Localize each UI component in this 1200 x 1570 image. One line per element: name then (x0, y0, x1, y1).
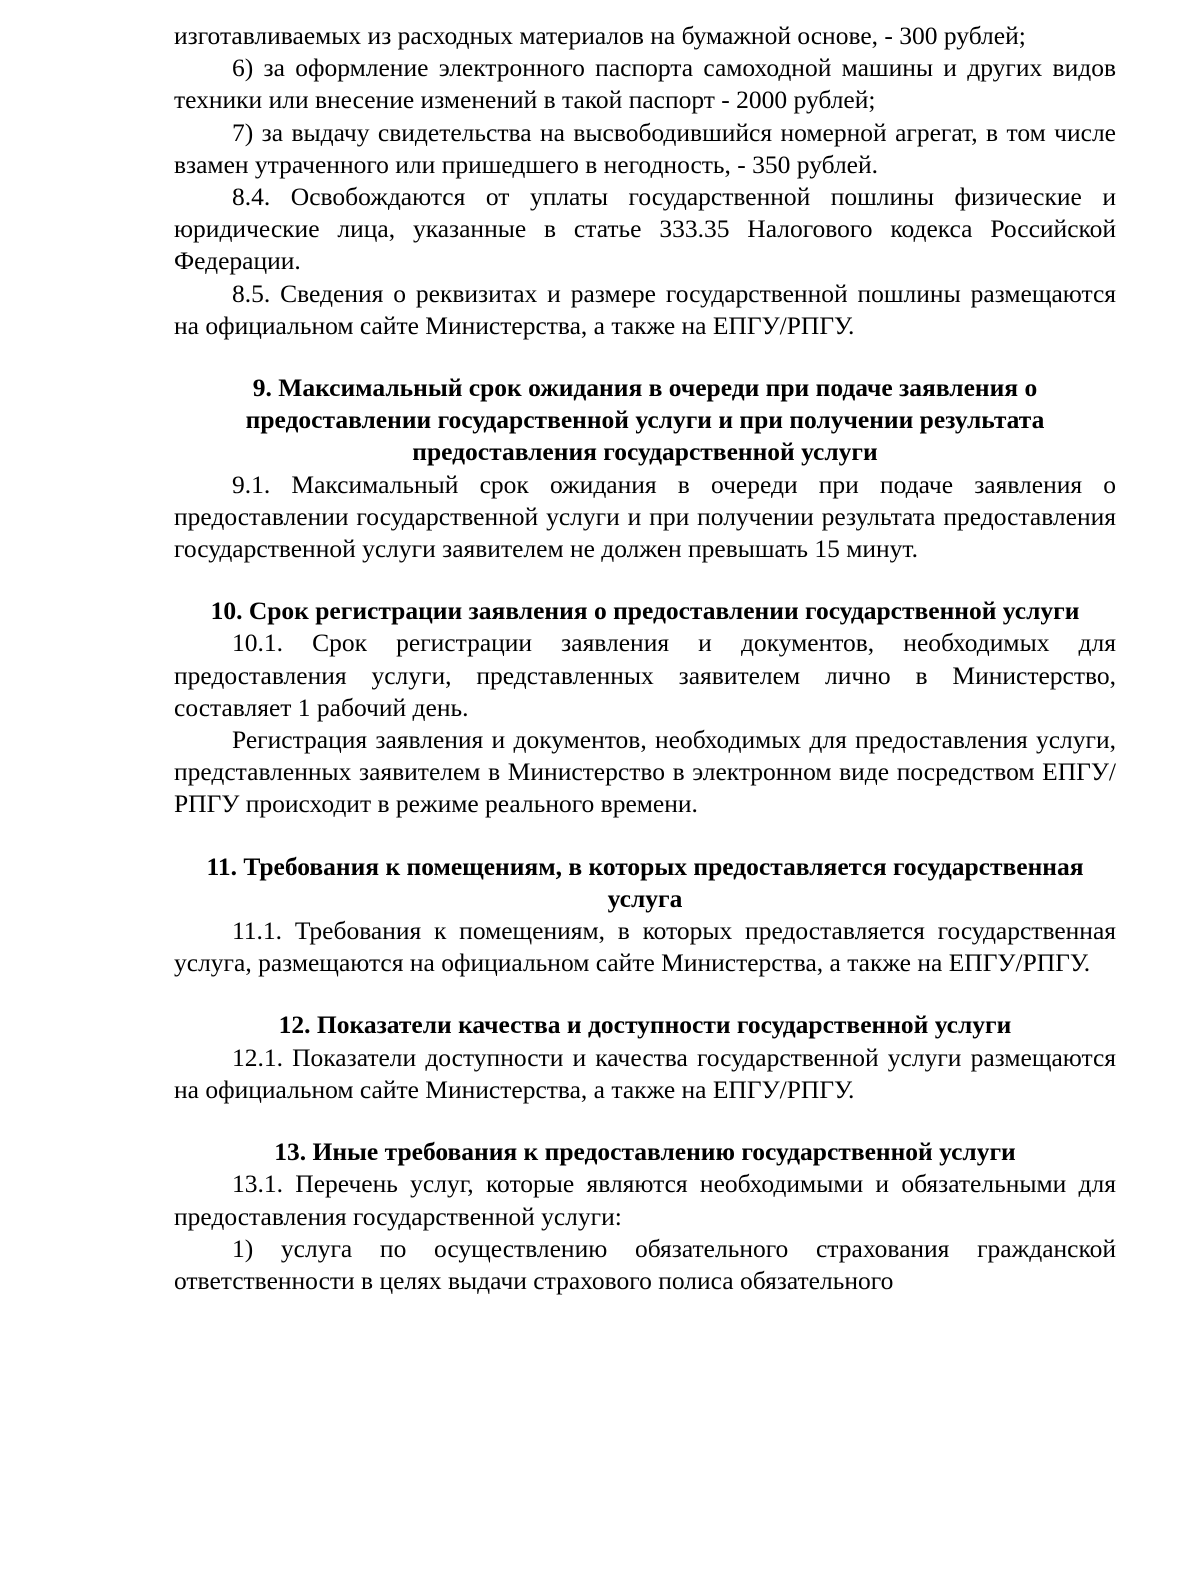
paragraph-fee-5-continuation: изготавливаемых из расходных материалов на бумажной основе, - 300 рублей; (174, 21, 1026, 50)
paragraph-13-1-item-1: 1) услуга по осуществлению обязательного страхования гражданской ответственности в целях выдачи страхового полиса обязательного (174, 1233, 1116, 1295)
paragraph-fee-6: 6) за оформление электронного паспорта самоходной машины и других видов техники или внесение изменений в такой паспорт - 2000 рублей; (174, 53, 1116, 115)
document-page (174, 20, 1116, 1297)
paragraph-9-1: 9.1. Максимальный срок ожидания в очереди при подаче заявления о предоставлении государственной услуги и при получении результата предоставления государственной услуги заявителем не должен превышать 15 минут. (174, 469, 1116, 564)
section-12-heading: 12. Показатели качества и доступности государственной услуги (278, 1010, 1012, 1040)
paragraph-10-registration: Регистрация заявления и документов, необходимых для предоставления услуги, представленных заявителем в Министерство в электронном виде посредством ЕПГУ/РПГУ происходит в режиме реального времени. (174, 725, 1116, 819)
paragraph-12-1: 12.1. Показатели доступности и качества государственной услуги размещаются на официальном сайте Министерства, а также на ЕПГУ/РПГУ. (174, 1042, 1116, 1104)
paragraph-8-5: 8.5. Сведения о реквизитах и размере государственной пошлины размещаются на официальном сайте Министерства, а также на ЕПГУ/РПГУ. (174, 278, 1116, 340)
paragraph-13-1: 13.1. Перечень услуг, которые являются необходимыми и обязательными для предоставления государственной услуги: (174, 1169, 1116, 1231)
section-11-heading: 11. Требования к помещениям, в которых предоставляется государственная услуга (206, 851, 1084, 913)
paragraph-10-1: 10.1. Срок регистрации заявления и документов, необходимых для предоставления услуги, представленных заявителем лично в Министерство, составляет 1 рабочий день. (174, 628, 1116, 722)
section-10-heading: 10. Срок регистрации заявления о предоставлении государственной услуги (210, 596, 1080, 626)
section-13-heading: 13. Иные требования к предоставлению государственной услуги (274, 1137, 1016, 1167)
paragraph-8-4: 8.4. Освобождаются от уплаты государственной пошлины физические и юридические лица, указанные в статье 333.35 Налогового кодекса Российской Федерации. (174, 182, 1116, 276)
paragraph-fee-7: 7) за выдачу свидетельства на высвободившийся номерной агрегат, в том числе взамен утраченного или пришедшего в негодность, - 350 рублей. (174, 117, 1116, 179)
paragraph-11-1: 11.1. Требования к помещениям, в которых предоставляется государственная услуга, размещаются на официальном сайте Министерства, а также на ЕПГУ/РПГУ. (174, 916, 1116, 978)
section-9-heading: 9. Максимальный срок ожидания в очереди при подаче заявления о предоставлении государственной услуги и при получении результата предоставления государственной услуги (245, 373, 1045, 467)
